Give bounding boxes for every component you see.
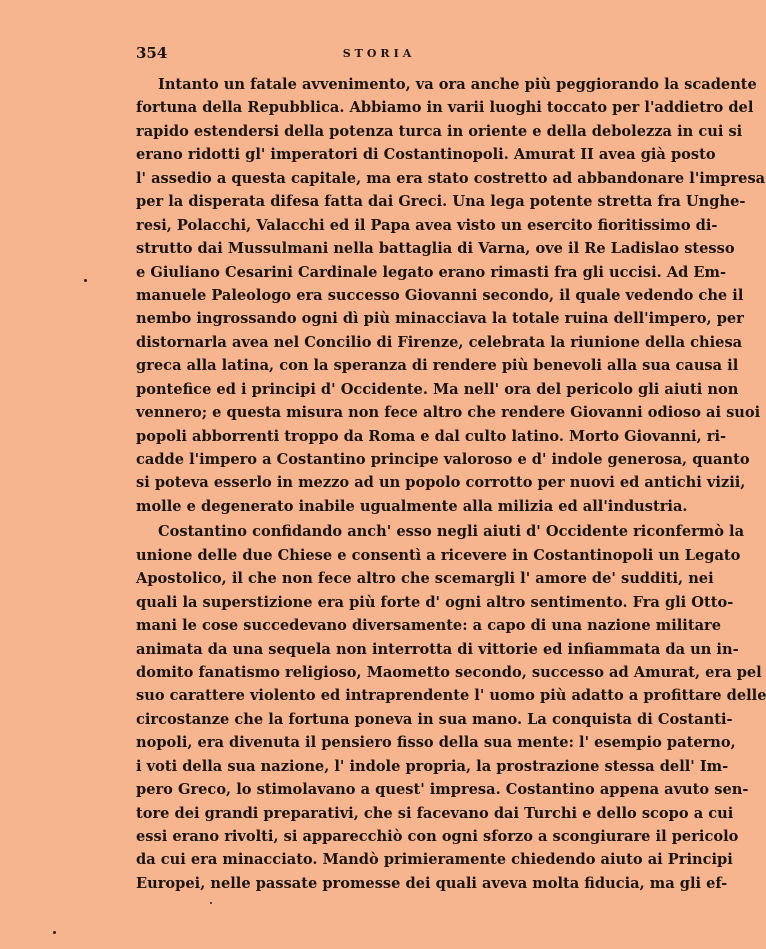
text-line: Apostolico, il che non fece altro che scemargli l' amore de' sudditi, nei	[136, 570, 714, 588]
text-line: pontefice ed i principi d' Occidente. Ma nell' ora del pericolo gli aiuti non	[136, 380, 739, 398]
text-line: si poteva esserlo in mezzo ad un popolo corrotto per nuovi ed antichi vizii,	[136, 474, 746, 492]
text-line: erano ridotti gl' imperatori di Costantinopoli. Amurat II avea già posto	[136, 146, 716, 164]
text-line: quali la superstizione era più forte d' ogni altro sentimento. Fra gli Otto-	[136, 593, 734, 611]
text-line: suo carattere violento ed intraprendente l' uomo più adatto a profittare delle	[136, 687, 766, 705]
running-title: STORIA	[342, 47, 416, 60]
text-line: molle e degenerato inabile ugualmente alla milizia ed all'industria.	[136, 497, 688, 515]
text-line: e Giuliano Cesarini Cardinale legato erano rimasti fra gli uccisi. Ad Em-	[136, 263, 727, 281]
text-line: Intanto un fatale avvenimento, va ora anche più peggiorando la scadente	[158, 76, 757, 93]
speck-mark	[53, 931, 56, 934]
paragraph-1	[136, 73, 766, 518]
text-line: cadde l'impero a Costantino principe valoroso e d' indole generosa, quanto	[136, 451, 750, 468]
text-line: per la disperata difesa fatta dai Greci. Una lega potente stretta fra Unghe-	[136, 193, 746, 211]
text-line: vennero; e questa misura non fece altro che rendere Giovanni odioso ai suoi	[136, 404, 761, 422]
text-line: tore dei grandi preparativi, che si facevano dai Turchi e dello scopo a cui	[136, 804, 734, 822]
page-header	[136, 44, 622, 64]
text-line: domito fanatismo religioso, Maometto secondo, successo ad Amurat, era pel	[136, 663, 762, 681]
text-line: strutto dai Mussulmani nella battaglia di Varna, ove il Re Ladislao stesso	[136, 240, 735, 258]
text-line: da cui era minacciato. Mandò primieramente chiedendo aiuto ai Principi	[136, 851, 733, 869]
text-line: distornarla avea nel Concilio di Firenze, celebrata la riunione della chiesa	[136, 333, 743, 351]
text-line: Costantino confidando anch' esso negli aiuti d' Occidente riconfermò la	[158, 523, 745, 541]
text-line: i voti della sua nazione, l' indole propria, la prostrazione stessa dell' Im-	[136, 757, 729, 775]
page-number: 354	[136, 44, 168, 62]
text-line: l' assedio a questa capitale, ma era stato costretto ad abbandonare l'impresa	[136, 169, 766, 187]
text-line: greca alla latina, con la speranza di rendere più benevoli alla sua causa il	[136, 357, 739, 375]
text-line: fortuna della Repubblica. Abbiamo in varii luoghi toccato per l'addietro del	[136, 99, 754, 117]
body-text	[136, 73, 766, 895]
text-line: nopoli, era divenuta il pensiero fisso della sua mente: l' esempio paterno,	[136, 734, 736, 752]
text-line: pero Greco, lo stimolavano a quest' impresa. Costantino appena avuto sen-	[136, 781, 749, 799]
text-line: Europei, nelle passate promesse dei quali aveva molta fiducia, ma gli ef-	[136, 874, 728, 892]
text-line: circostanze che la fortuna poneva in sua mano. La conquista di Costanti-	[136, 710, 733, 728]
speck-mark	[210, 902, 212, 904]
text-line: popoli abborrenti troppo da Roma e dal culto latino. Morto Giovanni, ri-	[136, 427, 727, 445]
text-line: resi, Polacchi, Valacchi ed il Papa avea visto un esercito fioritissimo di-	[136, 216, 718, 234]
text-line: animata da una sequela non interrotta di vittorie ed infiammata da un in-	[136, 640, 739, 658]
paragraph-2	[136, 520, 766, 895]
text-line: manuele Paleologo era successo Giovanni secondo, il quale vedendo che il	[136, 286, 744, 304]
speck-mark	[84, 279, 87, 282]
text-line: unione delle due Chiese e consentì a ricevere in Costantinopoli un Legato	[136, 546, 741, 564]
text-line: essi erano rivolti, si apparecchiò con ogni sforzo a scongiurare il pericolo	[136, 828, 739, 845]
text-line: mani le cose succedevano diversamente: a capo di una nazione militare	[136, 617, 722, 635]
text-line: nembo ingrossando ogni dì più minacciava la totale ruina dell'impero, per	[136, 310, 744, 328]
text-line: rapido estendersi della potenza turca in oriente e della debolezza in cui si	[136, 122, 743, 140]
